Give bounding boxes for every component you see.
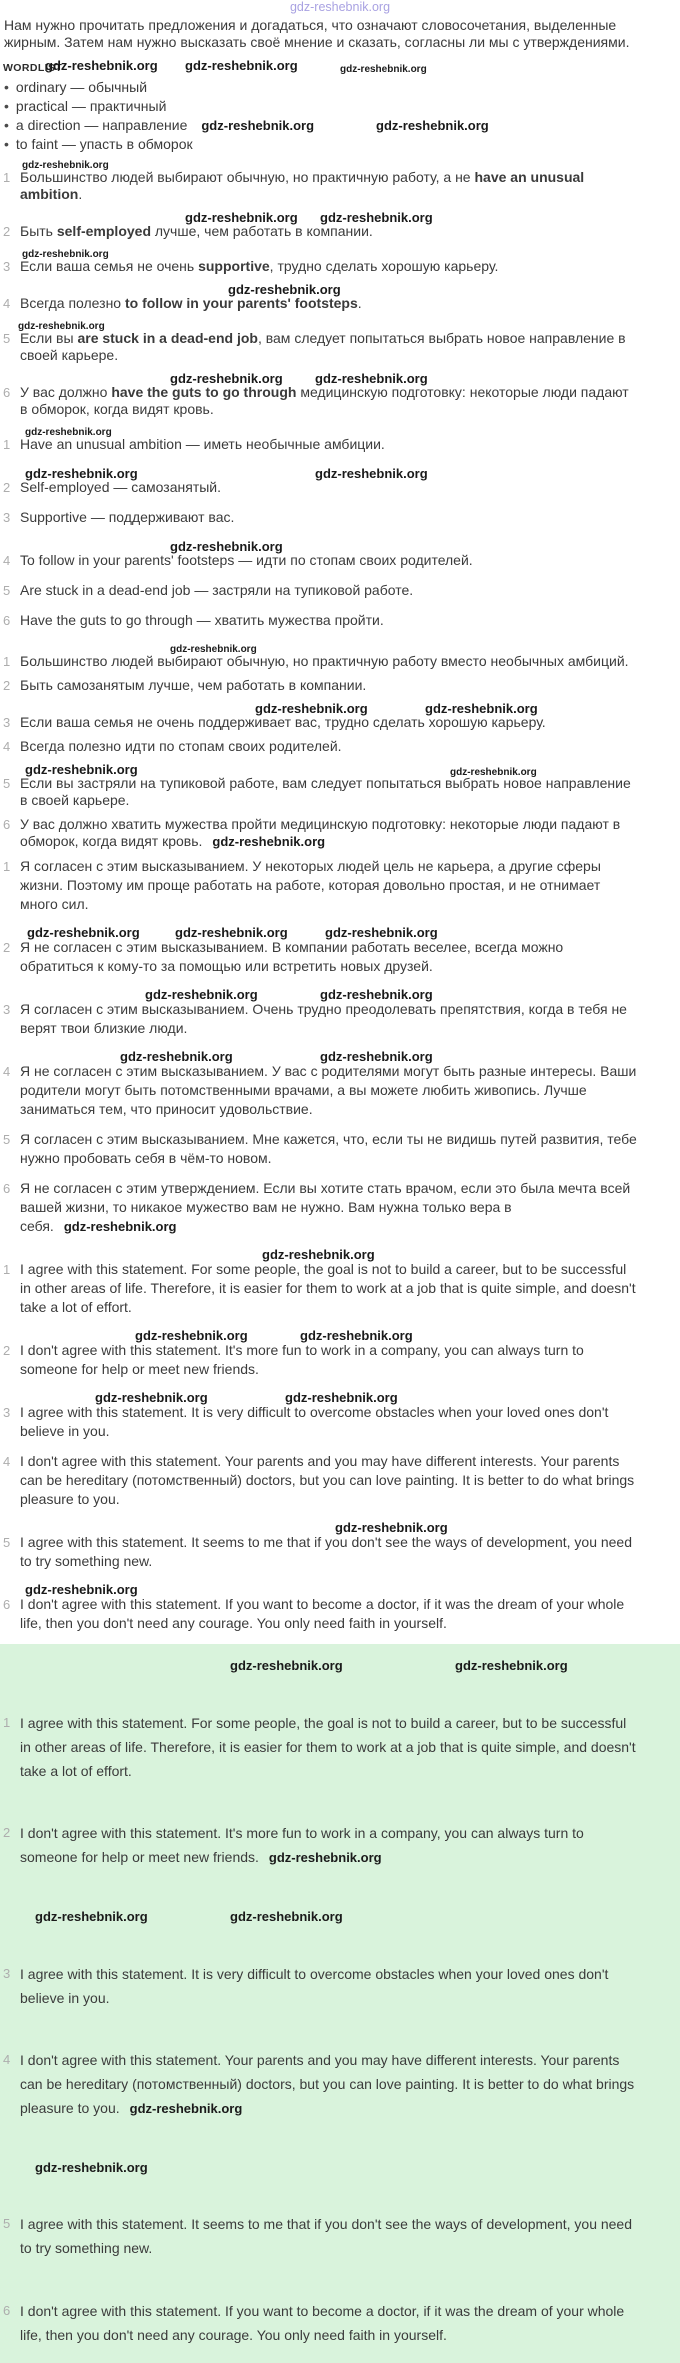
item-number: 5	[3, 2216, 11, 2232]
statement-text: Если вы are stuck in a dead-end job, вам следует попытаться выбрать новое направление в своей карьере.	[20, 330, 626, 363]
watermark: gdz-reshebnik.org	[27, 925, 140, 940]
statements-list	[0, 169, 680, 425]
opinion-en-text: I don't agree with this statement. Your parents and you may have different interests. Your parents can be hereditary (потомственный) doctors, but you can love painting. It is better to do what brings pleasure to you.	[20, 1453, 635, 1507]
item-number: 3	[3, 510, 11, 525]
watermark: gdz-reshebnik.org	[25, 427, 112, 438]
watermark-row	[0, 371, 680, 384]
phrase-meaning-item	[3, 612, 638, 629]
item-number: 3	[3, 1965, 11, 1981]
watermark: gdz-reshebnik.org	[185, 210, 298, 225]
watermark: gdz-reshebnik.org	[185, 58, 298, 73]
watermark: gdz-reshebnik.org	[320, 987, 433, 1002]
opinion-en-item	[3, 1341, 638, 1379]
opinions-ru-list	[0, 857, 680, 1247]
item-number: 1	[3, 437, 11, 452]
translation-text: Всегда полезно идти по стопам своих родителей.	[20, 738, 342, 754]
opinion-en-text: I agree with this statement. For some people, the goal is not to build a career, but to be successful in other areas of life. Therefore, it is easier for them to work at a job that is quite simple, and doesn't take a lot of effort.	[20, 1261, 636, 1315]
phrase-meaning-text: Are stuck in a dead-end job — застряли на тупиковой работе.	[20, 582, 414, 598]
highlighted-answer-item	[3, 1821, 638, 1870]
item-number: 3	[3, 259, 11, 274]
watermark: gdz-reshebnik.org	[35, 2159, 148, 2175]
watermark: gdz-reshebnik.org	[212, 834, 326, 849]
item-number: 1	[3, 1262, 11, 1277]
statement-item	[3, 169, 638, 203]
watermark: gdz-reshebnik.org	[170, 644, 257, 655]
watermark: gdz-reshebnik.org	[425, 701, 538, 716]
item-number: 3	[3, 1405, 11, 1420]
item-number: 6	[3, 817, 11, 832]
wordlist-item-text: a direction — направление	[15, 117, 188, 133]
item-number: 2	[3, 678, 11, 693]
item-number: 5	[3, 583, 11, 598]
watermark: gdz-reshebnik.org	[285, 1390, 398, 1405]
opinion-ru-text	[20, 1179, 638, 1236]
site-watermark-link[interactable]: gdz-reshebnik.org	[289, 0, 391, 14]
watermark-row	[0, 425, 680, 436]
watermark: gdz-reshebnik.org	[228, 282, 341, 297]
watermark-row	[0, 1520, 680, 1533]
wordlist-item-text: to faint — упасть в обморок	[15, 136, 193, 152]
watermark-row	[0, 466, 680, 479]
translations-list	[0, 642, 680, 857]
item-number: 2	[3, 1343, 11, 1358]
highlighted-answer-text: I agree with this statement. It seems to me that if you don't see the ways of development, you need to try something new.	[20, 2216, 633, 2257]
highlighted-answer-text: I don't agree with this statement. If you want to become a doctor, if it was the dream of your whole life, then you don't need any courage. You only need faith in yourself.	[20, 2303, 625, 2343]
opinion-ru-item	[3, 1130, 638, 1168]
item-number: 1	[3, 654, 11, 669]
opinion-en-item	[3, 1452, 638, 1509]
phrase-meaning-text: Have an unusual ambition — иметь необычные амбиции.	[20, 436, 385, 452]
watermark-row	[0, 925, 680, 938]
translation-text: Если вы застряли на тупиковой работе, вам следует попытаться выбрать новое направление в своей карьере.	[20, 775, 631, 808]
watermark: gdz-reshebnik.org	[35, 1908, 148, 1924]
opinion-en-text: I agree with this statement. It seems to me that if you don't see the ways of development, you need to try something new.	[20, 1534, 633, 1569]
watermark: gdz-reshebnik.org	[340, 64, 427, 75]
translation-text	[20, 816, 638, 850]
item-number: 6	[3, 2303, 11, 2318]
item-number: 5	[3, 331, 11, 346]
item-number: 2	[3, 1825, 11, 1841]
highlighted-answer-text-inner: I don't agree with this statement. It's more fun to work in a company, you can always turn to someone for help or meet new friends.	[20, 1825, 584, 1866]
watermark: gdz-reshebnik.org	[95, 1390, 208, 1405]
opinion-en-item	[3, 1403, 638, 1441]
watermark-row	[0, 701, 680, 714]
watermark-row	[0, 1390, 680, 1403]
watermark: gdz-reshebnik.org	[230, 1908, 343, 1924]
watermark-row	[0, 1658, 680, 1672]
watermark: gdz-reshebnik.org	[450, 767, 537, 778]
watermark-row	[0, 0, 680, 15]
watermark: gdz-reshebnik.org	[268, 1850, 382, 1866]
item-number: 4	[3, 2052, 11, 2068]
watermark: gdz-reshebnik.org	[63, 1219, 177, 1234]
watermark: gdz-reshebnik.org	[300, 1328, 413, 1343]
opinion-en-item	[3, 1260, 638, 1317]
item-number: 3	[3, 1002, 11, 1017]
watermark: gdz-reshebnik.org	[315, 371, 428, 386]
highlighted-answer-text-inner: I don't agree with this statement. Your parents and you may have different interests. Your parents can be hereditary (потомственный) doctors, but you can love painting. It is better to do what brings pleasure to you.	[20, 2052, 635, 2117]
watermark-row	[0, 1328, 680, 1341]
translation-text: Быть самозанятым лучше, чем работать в компании.	[20, 677, 367, 693]
watermark: gdz-reshebnik.org	[376, 118, 489, 133]
watermark: gdz-reshebnik.org	[45, 58, 158, 73]
watermark: gdz-reshebnik.org	[201, 118, 315, 133]
phrase-meaning-text: Have the guts to go through — хватить мужества пройти.	[20, 612, 384, 628]
item-number: 1	[3, 859, 11, 874]
wordlist-item	[4, 136, 638, 153]
wordlist-header-row	[0, 57, 680, 74]
watermark: gdz-reshebnik.org	[22, 160, 109, 171]
watermark: gdz-reshebnik.org	[175, 925, 288, 940]
opinion-ru-item	[3, 1000, 638, 1038]
item-number: 4	[3, 296, 11, 311]
watermark-row	[0, 282, 680, 295]
highlighted-answer-item	[3, 1711, 638, 1783]
statement-text: У вас должно have the guts to go through медицинскую подготовку: некоторые люди падают в обморок, когда видят кровь.	[20, 384, 629, 417]
highlighted-answer-text: I agree with this statement. It is very difficult to overcome obstacles when your loved ones don't believe in you.	[20, 1965, 609, 2006]
phrase-meaning-text: To follow in your parents' footsteps — идти по стопам своих родителей.	[20, 552, 473, 568]
item-number: 6	[3, 1597, 11, 1612]
watermark: gdz-reshebnik.org	[255, 701, 368, 716]
item-number: 1	[3, 170, 11, 185]
opinion-ru-text: Я согласен с этим высказыванием. Очень трудно преодолевать препятствия, когда в тебя не верят твои близкие люди.	[20, 1001, 627, 1036]
item-number: 2	[3, 480, 11, 495]
statement-text: Быть self-employed лучше, чем работать в компании.	[20, 223, 373, 239]
opinion-ru-text: Я не согласен с этим высказыванием. В компании работать веселее, всегда можно обратиться к кому-то за помощью или встретить новых друзей.	[20, 939, 564, 974]
watermark: gdz-reshebnik.org	[325, 925, 438, 940]
opinion-ru-item	[3, 1179, 638, 1236]
watermark: gdz-reshebnik.org	[320, 210, 433, 225]
watermark-row	[0, 539, 680, 552]
opinion-ru-item	[3, 1062, 638, 1119]
item-number: 1	[3, 1714, 11, 1730]
opinion-en-text: I don't agree with this statement. It's more fun to work in a company, you can always turn to someone for help or meet new friends.	[20, 1342, 584, 1377]
watermark: gdz-reshebnik.org	[170, 371, 283, 386]
watermark: gdz-reshebnik.org	[320, 1049, 433, 1064]
watermark: gdz-reshebnik.org	[25, 762, 138, 777]
watermark-row	[0, 2160, 680, 2174]
highlighted-answer-text: I agree with this statement. For some people, the goal is not to build a career, but to be successful in other areas of life. Therefore, it is easier for them to work at a job that is quite simple, and doesn't take a lot of effort.	[20, 1714, 636, 1779]
watermark: gdz-reshebnik.org	[135, 1328, 248, 1343]
opinion-en-item	[3, 1595, 638, 1633]
item-number: 4	[3, 1064, 11, 1079]
opinion-ru-item	[3, 938, 638, 976]
item-number: 5	[3, 1132, 11, 1147]
item-number: 3	[3, 715, 11, 730]
watermark-row	[0, 642, 680, 653]
translation-text: Если ваша семья не очень поддерживает вас, трудно сделать хорошую карьеру.	[20, 714, 546, 730]
item-number: 5	[3, 776, 11, 791]
opinion-ru-item	[3, 857, 638, 914]
highlighted-answer-item	[3, 1962, 638, 2010]
watermark: gdz-reshebnik.org	[22, 249, 109, 260]
watermark: gdz-reshebnik.org	[25, 466, 138, 481]
highlighted-answers-section	[0, 1644, 680, 2363]
translation-item	[3, 775, 638, 809]
item-number: 4	[3, 553, 11, 568]
highlighted-answer-item	[3, 2048, 638, 2121]
watermark: gdz-reshebnik.org	[25, 1582, 138, 1597]
watermark-row	[0, 319, 680, 330]
highlighted-answer-text	[20, 2048, 638, 2121]
watermark: gdz-reshebnik.org	[262, 1247, 375, 1262]
translation-item	[3, 816, 638, 850]
item-number: 6	[3, 613, 11, 628]
wordlist-title: WORDLIST	[3, 62, 63, 74]
watermark: gdz-reshebnik.org	[335, 1520, 448, 1535]
opinion-en-text: I don't agree with this statement. If you want to become a doctor, if it was the dream of your whole life, then you don't need any courage. You only need faith in yourself.	[20, 1596, 625, 1631]
item-number: 6	[3, 1181, 11, 1196]
phrase-meaning-text: Supportive — поддерживают вас.	[20, 509, 235, 525]
phrase-meaning-item	[3, 552, 638, 569]
watermark-row	[0, 210, 680, 223]
phrase-meaning-text: Self-employed — самозанятый.	[20, 479, 222, 495]
wordlist-item	[4, 79, 638, 96]
watermark-row	[0, 762, 680, 778]
highlighted-answer-text	[20, 1821, 638, 1870]
watermark: gdz-reshebnik.org	[230, 1658, 343, 1673]
translation-text-inner: У вас должно хватить мужества пройти медицинскую подготовку: некоторые люди падают в обморок, когда видят кровь.	[20, 816, 621, 849]
opinion-ru-text: Я не согласен с этим высказыванием. У вас с родителями могут быть разные интересы. Ваши родители могут быть потомственными врачами, а вы можете любить живопись. Лучше заниматься тем, что приносит удовольствие.	[20, 1063, 637, 1117]
watermark-row	[0, 247, 680, 258]
wordlist-item-text: practical — практичный	[15, 98, 167, 114]
wordlist-item-text: ordinary — обычный	[15, 79, 148, 95]
highlighted-answer-item	[3, 2299, 638, 2347]
item-number: 4	[3, 1454, 11, 1469]
watermark: gdz-reshebnik.org	[129, 2101, 243, 2117]
translation-text: Большинство людей выбирают обычную, но практичную работу вместо необычных амбиций.	[20, 653, 629, 669]
watermark-row	[0, 987, 680, 1000]
watermark-row	[0, 1049, 680, 1062]
watermark: gdz-reshebnik.org	[18, 321, 105, 332]
watermark: gdz-reshebnik.org	[120, 1049, 233, 1064]
statement-text: Всегда полезно to follow in your parents' footsteps.	[20, 295, 362, 311]
statement-text: Большинство людей выбирают обычную, но практичную работу, а не have an unusual ambition.	[20, 169, 585, 202]
wordlist-item	[4, 98, 638, 115]
statement-item	[3, 384, 638, 418]
highlighted-answer-item	[3, 2212, 638, 2260]
item-number: 5	[3, 1535, 11, 1550]
watermark: gdz-reshebnik.org	[170, 539, 283, 554]
watermark: gdz-reshebnik.org	[315, 466, 428, 481]
opinion-ru-text-inner: Я не согласен с этим утверждением. Если вы хотите стать врачом, если это была мечта всей вашей жизни, то никакое мужество вам не нужно. Вам нужна только вера в себя.	[20, 1180, 631, 1234]
item-number: 2	[3, 940, 11, 955]
item-number: 6	[3, 385, 11, 400]
opinion-ru-text: Я согласен с этим высказыванием. У некоторых людей цель не карьера, а другие сферы жизни. Поэтому им проще работать на работе, которая довольно простая, и не отнимает много сил.	[20, 858, 601, 912]
watermark: gdz-reshebnik.org	[145, 987, 258, 1002]
phrase-meanings-list	[0, 425, 680, 642]
watermark-row	[0, 1247, 680, 1260]
watermark-row	[0, 1582, 680, 1595]
opinion-ru-text: Я согласен с этим высказыванием. Мне кажется, что, если ты не видишь путей развития, тебе нужно пробовать себя в чём-то новом.	[20, 1131, 637, 1166]
statement-item	[3, 330, 638, 364]
opinions-en-list	[0, 1247, 680, 1644]
translation-item	[3, 677, 638, 694]
watermark: gdz-reshebnik.org	[455, 1658, 568, 1673]
translation-item	[3, 653, 638, 670]
phrase-meaning-item	[3, 582, 638, 599]
statement-text: Если ваша семья не очень supportive, трудно сделать хорошую карьеру.	[20, 258, 499, 274]
wordlist	[0, 74, 680, 158]
item-number: 2	[3, 224, 11, 239]
watermark-row	[0, 1909, 680, 1923]
opinion-en-text: I agree with this statement. It is very difficult to overcome obstacles when your loved ones don't believe in you.	[20, 1404, 609, 1439]
watermark-row	[0, 158, 680, 169]
translation-item	[3, 738, 638, 755]
opinion-en-item	[3, 1533, 638, 1571]
task-description: Нам нужно прочитать предложения и догадаться, что означают словосочетания, выделенные жирным. Затем нам нужно высказать своё мнение и сказать, согласны ли мы с утверждениями.	[4, 17, 630, 50]
phrase-meaning-item	[3, 509, 638, 526]
wordlist-item	[4, 117, 638, 134]
item-number: 4	[3, 739, 11, 754]
